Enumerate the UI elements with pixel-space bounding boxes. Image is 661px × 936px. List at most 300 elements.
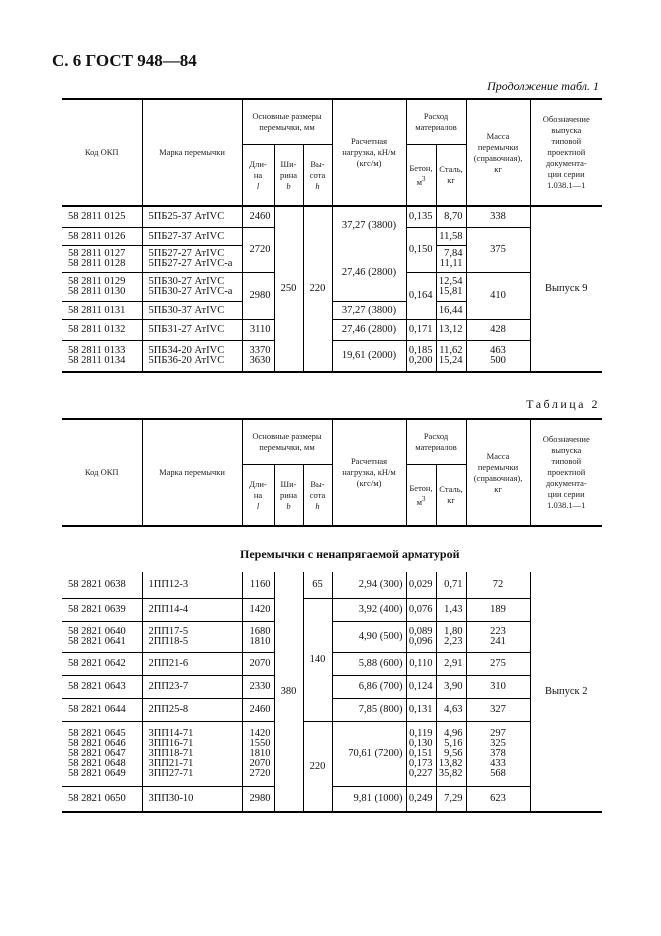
mark-text: 2ПП21-6	[148, 658, 189, 669]
concrete-text: 0,173	[408, 758, 433, 769]
col-head-load-text: нагрузка, кН/м	[342, 467, 396, 477]
table-2-caption: Таблица 2	[526, 397, 600, 411]
col-head-concrete-text: Бетон,	[409, 482, 433, 493]
concrete-text: 0,185	[408, 345, 433, 356]
code-text: 58 2811 0132	[68, 324, 126, 335]
concrete-text: 0,119	[409, 728, 433, 739]
col-head-width-text: Ши-	[280, 158, 297, 169]
length	[242, 572, 274, 599]
steel-text: 35,82	[438, 768, 463, 779]
mass-text: 428	[490, 324, 506, 335]
mark-text: 5ПБ25-37 АтIVС	[148, 211, 225, 222]
steel-text: 11,62	[439, 345, 463, 356]
steel	[436, 653, 466, 676]
mark-text: 2ПП17-5	[148, 626, 189, 637]
mark	[142, 699, 242, 722]
col-head-mass-text: перемычки	[477, 141, 519, 152]
mass-text: 325	[490, 738, 506, 749]
col-head-steel	[436, 145, 466, 207]
concrete	[406, 599, 436, 622]
load	[332, 599, 406, 622]
load-text: 2,94 (300)	[358, 579, 403, 590]
length	[242, 653, 274, 676]
mark-text: 2ПП23-7	[148, 681, 189, 692]
length	[242, 787, 274, 813]
col-head-width	[274, 465, 303, 527]
length-text: 1810	[249, 636, 271, 647]
mass	[466, 228, 530, 273]
col-head-consumption-text: материалов	[415, 442, 457, 452]
load-text: 19,61 (2000)	[341, 350, 397, 361]
length-text: 1680	[249, 626, 271, 637]
col-head-width-text: Ши-	[280, 478, 297, 489]
load-text: 4,90 (500)	[358, 631, 403, 642]
mass	[466, 572, 530, 599]
length-text: 2070	[249, 758, 271, 769]
mark-text: 1ПП12-3	[148, 579, 189, 590]
steel-text: 11,11	[439, 258, 463, 269]
col-head-length-text: на	[253, 489, 263, 500]
table-row	[62, 676, 602, 699]
col-head-mass-text: (справочная),	[473, 472, 523, 483]
load	[332, 653, 406, 676]
col-head-length-text: Дли-	[249, 158, 267, 169]
mark	[142, 206, 242, 228]
col-head-dims-text: Основные размеры	[252, 431, 322, 441]
mark-text: 2ПП18-5	[148, 636, 189, 647]
code-text: 58 2811 0130	[68, 286, 126, 297]
steel	[436, 699, 466, 722]
height-text: 220	[309, 760, 326, 772]
col-head-length-text: Дли-	[249, 478, 267, 489]
col-head-length	[242, 465, 274, 527]
col-head-designation-text: ции серии	[547, 489, 585, 499]
code-text: 58 2821 0638	[68, 579, 126, 590]
length-text: 2720	[249, 768, 271, 779]
concrete-text: 0,130	[408, 738, 433, 749]
table-row	[62, 341, 602, 373]
col-head-steel-text: кг	[447, 175, 455, 185]
load-text: 27,46 (2800)	[341, 267, 397, 279]
col-head-length-text: l	[256, 180, 260, 191]
steel-text: 8,70	[444, 211, 463, 222]
height-text: 65	[312, 579, 323, 590]
col-head-code	[62, 419, 142, 526]
length-text: 2980	[249, 290, 271, 301]
height	[303, 722, 332, 813]
steel-text: 1,80	[444, 626, 463, 637]
height	[303, 206, 332, 372]
code	[62, 341, 142, 373]
code	[62, 228, 142, 246]
mark-text: 2ПП25-8	[148, 704, 189, 715]
mark-text: 5ПБ30-27 АтIVС	[148, 276, 225, 287]
code-text: 58 2811 0129	[68, 276, 126, 287]
mark-text: 5ПБ30-27 АтIVС-а	[148, 286, 233, 297]
issue-text: Выпуск 9	[544, 283, 588, 294]
length-text: 1810	[249, 748, 271, 759]
steel-text: 13,12	[438, 324, 463, 335]
unit-exp: 3	[421, 174, 426, 183]
issue	[530, 572, 602, 812]
steel-text: 7,84	[444, 248, 463, 259]
code-text: 58 2811 0134	[68, 355, 126, 366]
steel-text: 9,56	[444, 748, 463, 759]
table-row	[62, 572, 602, 599]
steel-text: 13,82	[438, 758, 463, 769]
col-head-designation	[530, 419, 602, 526]
steel	[436, 206, 466, 228]
mass-text: 275	[490, 658, 506, 669]
mass	[466, 653, 530, 676]
concrete-text: 0,249	[408, 793, 433, 804]
col-head-mark	[142, 99, 242, 206]
concrete	[406, 787, 436, 813]
steel	[436, 320, 466, 341]
mark-text: 3ПП16-71	[148, 738, 194, 749]
length	[242, 228, 274, 273]
col-head-consumption	[406, 99, 466, 145]
steel-text: 7,29	[444, 793, 463, 804]
mass-text: 189	[490, 604, 506, 615]
col-head-designation-text: Обозначение	[542, 114, 590, 124]
concrete-text: 0,151	[408, 748, 433, 759]
mass	[466, 787, 530, 813]
issue-text: Выпуск 2	[544, 685, 588, 697]
col-head-designation-text: проектной	[547, 467, 586, 477]
load	[332, 676, 406, 699]
mass	[466, 206, 530, 228]
steel-text: 15,81	[438, 286, 463, 297]
mass	[466, 320, 530, 341]
col-head-designation-text: Обозначение	[542, 434, 590, 444]
issue	[530, 206, 602, 372]
mass-text: 410	[490, 290, 506, 301]
table-2	[62, 418, 602, 527]
unit-text: м	[416, 176, 422, 187]
load-text: 5,88 (600)	[358, 658, 403, 669]
col-head-width-text: b	[286, 180, 291, 191]
length	[242, 599, 274, 622]
mass-text: 310	[490, 681, 506, 692]
col-head-length-text: l	[256, 500, 260, 511]
steel-text: 0,71	[444, 579, 463, 590]
code-text: 58 2811 0133	[68, 345, 126, 356]
concrete-text: 0,227	[408, 768, 433, 779]
mark	[142, 572, 242, 599]
col-head-load-text: (кгс/м)	[356, 158, 382, 168]
load	[332, 302, 406, 320]
col-head-designation-text: документа-	[545, 158, 587, 168]
code-text: 58 2821 0644	[68, 704, 126, 715]
steel	[436, 341, 466, 373]
mass	[466, 341, 530, 373]
table-row	[62, 699, 602, 722]
col-head-length-text: на	[253, 169, 263, 180]
concrete-text: 0,076	[408, 604, 433, 615]
width-text: 380	[280, 685, 297, 697]
steel-text: 2,23	[444, 636, 463, 647]
col-head-steel-text: кг	[447, 495, 455, 505]
code-text: 58 2811 0125	[68, 211, 126, 222]
steel	[436, 228, 466, 246]
mark	[142, 341, 242, 373]
col-head-mass-text: кг	[494, 163, 502, 174]
mass-text: 223	[490, 626, 506, 637]
col-head-load	[332, 99, 406, 206]
table-2-body	[62, 572, 602, 813]
load	[332, 722, 406, 787]
length-text: 3370	[249, 345, 271, 356]
col-head-consumption-text: материалов	[415, 122, 457, 132]
table-row	[62, 622, 602, 653]
col-head-height-text: сота	[309, 489, 326, 500]
concrete-text: 0,110	[409, 658, 433, 669]
code	[62, 699, 142, 722]
mark	[142, 302, 242, 320]
length-text: 1550	[249, 738, 271, 749]
steel-text: 1,43	[444, 604, 463, 615]
mark-text: 5ПБ30-37 АтIVС	[148, 304, 225, 316]
steel	[436, 273, 466, 302]
steel	[436, 302, 466, 320]
col-head-mass-text: кг	[494, 483, 502, 494]
load-text: 9,81 (1000)	[353, 793, 403, 804]
col-head-dims	[242, 419, 332, 465]
concrete	[406, 228, 436, 273]
steel	[436, 246, 466, 273]
concrete	[406, 341, 436, 373]
mark	[142, 676, 242, 699]
col-head-mark-text: Марка перемычки	[159, 467, 225, 477]
col-head-dims	[242, 99, 332, 145]
length-text: 1420	[249, 728, 271, 739]
load-text: 27,46 (2800)	[341, 324, 397, 335]
mark-text: 5ПБ27-37 АтIVС	[148, 230, 225, 242]
load-text: 3,92 (400)	[358, 604, 403, 615]
length-text: 2460	[249, 211, 271, 222]
col-head-height-text: h	[315, 500, 320, 511]
table-row	[62, 599, 602, 622]
length-text: 2070	[249, 658, 271, 669]
mark-text: 3ПП21-71	[148, 758, 194, 769]
mark-text: 5ПБ27-27 АтIVС	[148, 248, 225, 259]
col-head-height	[303, 145, 332, 207]
steel	[436, 722, 466, 787]
code-text: 58 2821 0640	[68, 626, 126, 637]
mass	[466, 722, 530, 787]
code	[62, 622, 142, 653]
code	[62, 676, 142, 699]
concrete-text: 0,135	[408, 211, 433, 222]
height	[303, 572, 332, 599]
mass	[466, 622, 530, 653]
code-text: 58 2811 0128	[68, 258, 126, 269]
mass	[466, 599, 530, 622]
load	[332, 320, 406, 341]
mark-text: 3ПП14-71	[148, 728, 194, 739]
code	[62, 722, 142, 787]
load	[332, 622, 406, 653]
steel-text: 11,58	[439, 230, 463, 242]
load-text: 37,27 (3800)	[341, 304, 397, 316]
mass-text: 297	[490, 728, 506, 739]
col-head-width-text: рина	[279, 489, 298, 500]
mark-text: 2ПП14-4	[148, 604, 189, 615]
col-head-consumption-text: Расход	[423, 111, 449, 121]
code	[62, 273, 142, 302]
col-head-designation-text: 1.038.1—1	[547, 500, 586, 510]
section-subheading: Перемычки с ненапрягаемой арматурой	[240, 547, 460, 561]
length	[242, 722, 274, 787]
concrete-text: 0,200	[408, 355, 433, 366]
length	[242, 676, 274, 699]
steel-text: 4,96	[444, 728, 463, 739]
code-text: 58 2811 0131	[68, 304, 126, 316]
col-head-steel-text: Сталь,	[439, 484, 463, 494]
col-head-designation-text: документа-	[545, 478, 587, 488]
load-text: 7,85 (800)	[358, 704, 403, 715]
mark-text: 3ПП18-71	[148, 748, 194, 759]
col-head-load-text: Расчетная	[350, 456, 388, 466]
length	[242, 699, 274, 722]
col-head-width-text: b	[286, 500, 291, 511]
length-text: 2330	[249, 681, 271, 692]
code	[62, 320, 142, 341]
code-text: 58 2821 0649	[68, 768, 126, 779]
length-text: 3630	[249, 355, 271, 366]
load-text: 37,27 (3800)	[341, 220, 397, 232]
col-head-concrete	[406, 145, 436, 207]
code-text: 58 2811 0126	[68, 230, 126, 242]
steel	[436, 622, 466, 653]
col-head-mark-text: Марка перемычки	[159, 147, 225, 157]
steel-text: 16,44	[438, 304, 463, 316]
length-text: 2720	[249, 244, 271, 255]
length-text: 1420	[249, 604, 271, 615]
mark	[142, 653, 242, 676]
col-head-load	[332, 419, 406, 526]
code-text: 58 2821 0650	[68, 793, 126, 804]
col-head-height	[303, 465, 332, 527]
load	[332, 246, 406, 302]
concrete	[406, 676, 436, 699]
width	[274, 206, 303, 372]
mark	[142, 320, 242, 341]
col-head-mass-text: перемычки	[477, 461, 519, 472]
mass-text: 241	[490, 636, 506, 647]
col-head-mass-text: Масса	[486, 130, 510, 141]
mass-text: 463	[490, 345, 506, 356]
steel-text: 4,63	[444, 704, 463, 715]
col-head-width-text: рина	[279, 169, 298, 180]
concrete-text: 0,029	[408, 579, 433, 590]
concrete-text: 0,131	[408, 704, 433, 715]
code	[62, 246, 142, 273]
steel-text: 2,91	[444, 658, 463, 669]
length	[242, 341, 274, 373]
mark-text: 5ПБ27-27 АтIVС-а	[148, 258, 233, 269]
col-head-dims-text: Основные размеры	[252, 111, 322, 121]
steel-text: 15,24	[438, 355, 463, 366]
mark	[142, 599, 242, 622]
col-head-height-text: Вы-	[310, 478, 325, 489]
code	[62, 206, 142, 228]
length	[242, 206, 274, 228]
length	[242, 320, 274, 341]
steel	[436, 787, 466, 813]
mark	[142, 228, 242, 246]
concrete-text: 0,124	[408, 681, 433, 692]
col-head-steel	[436, 465, 466, 527]
mark	[142, 722, 242, 787]
col-head-dims-text: перемычки, мм	[259, 122, 315, 132]
table-row	[62, 722, 602, 787]
col-head-concrete-text: Бетон,	[409, 162, 433, 173]
mass	[466, 699, 530, 722]
concrete-text: 0,171	[408, 324, 433, 335]
table-1	[62, 98, 602, 373]
height	[303, 599, 332, 722]
col-head-steel-text: Сталь,	[439, 164, 463, 174]
length-text: 2460	[249, 704, 271, 715]
mass-text: 568	[490, 768, 506, 779]
col-head-dims-text: перемычки, мм	[259, 442, 315, 452]
code-text: 58 2821 0639	[68, 604, 126, 615]
col-head-load-text: (кгс/м)	[356, 478, 382, 488]
table-row	[62, 787, 602, 813]
table-row	[62, 320, 602, 341]
height-text: 220	[309, 283, 326, 294]
table-row	[62, 653, 602, 676]
code	[62, 572, 142, 599]
mark	[142, 787, 242, 813]
mark-text: 3ПП30-10	[148, 793, 194, 804]
page-header: С. 6 ГОСТ 948—84	[52, 51, 197, 70]
code-text: 58 2821 0646	[68, 738, 126, 749]
col-head-width	[274, 145, 303, 207]
mark	[142, 246, 242, 273]
col-head-height-text: сота	[309, 169, 326, 180]
length	[242, 273, 274, 320]
concrete	[406, 699, 436, 722]
col-head-load-text: нагрузка, кН/м	[342, 147, 396, 157]
col-head-designation-text: выпуска	[551, 125, 582, 135]
col-head-height-text: h	[315, 180, 320, 191]
mass	[466, 273, 530, 320]
code	[62, 653, 142, 676]
mass-text: 623	[490, 793, 506, 804]
col-head-designation-text: типовой	[551, 456, 582, 466]
col-head-code	[62, 99, 142, 206]
col-head-mass-text: (справочная),	[473, 152, 523, 163]
concrete	[406, 206, 436, 228]
load-text: 6,86 (700)	[358, 681, 403, 692]
unit-text: м	[416, 496, 422, 507]
steel	[436, 676, 466, 699]
mass-text: 500	[490, 355, 506, 366]
code-text: 58 2811 0127	[68, 248, 126, 259]
concrete	[406, 722, 436, 787]
mass-text: 375	[490, 244, 506, 255]
mass-text: 378	[490, 748, 506, 759]
code	[62, 787, 142, 813]
steel-text: 12,54	[438, 276, 463, 287]
unit-exp: 3	[421, 494, 426, 503]
steel-text: 3,90	[444, 681, 463, 692]
concrete	[406, 320, 436, 341]
mark-text: 3ПП27-71	[148, 768, 194, 779]
